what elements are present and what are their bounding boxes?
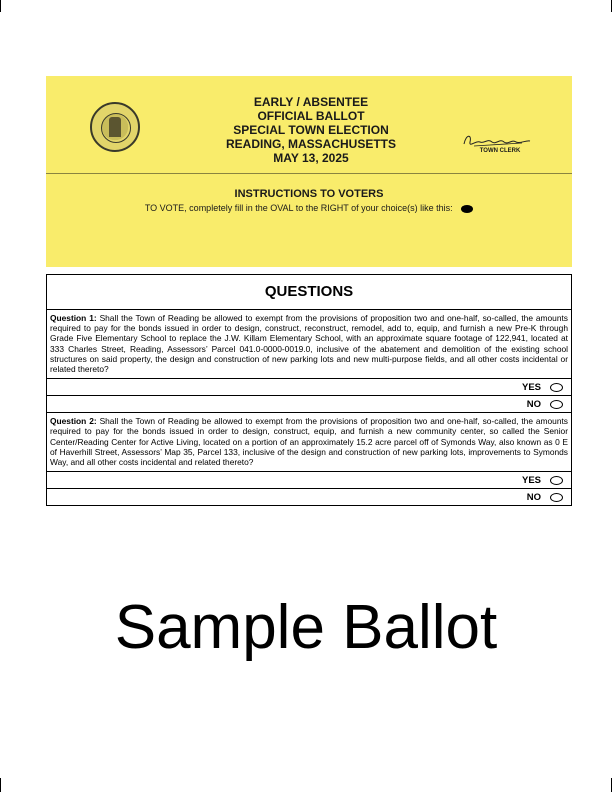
town-seal-icon [90, 102, 140, 152]
town-clerk-label: TOWN CLERK [479, 148, 521, 154]
title-line-5: MAY 13, 2025 [273, 151, 349, 165]
question-1-yes-row [47, 379, 571, 396]
header-divider [46, 173, 572, 174]
filled-oval-icon [461, 205, 473, 213]
question-1-label: Question 1: [50, 313, 97, 323]
instructions-body: TO VOTE, completely fill in the OVAL to the RIGHT of your choice(s) like this: [144, 203, 453, 213]
instructions-title: INSTRUCTIONS TO VOTERS [234, 188, 384, 200]
question-1-body: Shall the Town of Reading be allowed to exempt from the provisions of proposition two and one-half, so-called, the amounts required to pay for the bonds issued in order to design, construct, reconstruct, remodel, add to, equip, and furnish a new Pre-K through Grade Five Elementary School to replace the J.W. Killam Elementary School, with an approximate square footage of 122,941, located at 333 Charles Street, Reading, Assessors’ Parcel 041.0-0000-0019.0, inclusive of the abatement and demolition of the existing school structures on said property, the design and construction of new parking lots and new multi-purpose fields, and all other costs incidental or related thereto? [50, 313, 568, 375]
question-2-yes-oval[interactable] [550, 476, 563, 485]
question-2-no-row [47, 489, 571, 505]
question-2-text [47, 413, 571, 472]
question-2-body: Shall the Town of Reading be allowed to exempt from the provisions of proposition two and one-half, so-called, the amounts required to pay for the bonds issued in order to design, construct, equip, and furnish a new community center, so called the Senior Center/Reading Center for Active Living, located on a portion of an approximately 15.2 acre parcel off of Symonds Way, also known as 0 E of Haverhill Street, Assessors’ Map 35, Parcel 133, inclusive of the design and construction of new parking lots, improvements to Symonds Way, and all other costs incidental and related thereto? [50, 416, 568, 468]
question-1-no-oval[interactable] [550, 400, 563, 409]
crop-mark-top-left [0, 0, 1, 12]
question-2-label: Question 2: [50, 416, 97, 427]
questions-heading: QUESTIONS [47, 275, 571, 310]
question-2-yes-row [47, 472, 571, 489]
question-1-yes-label: YES [521, 382, 541, 394]
question-1-no-row [47, 396, 571, 413]
ballot-title [196, 95, 426, 165]
seal-figure [109, 117, 121, 137]
instructions-text [46, 203, 572, 213]
question-1-no-label: NO [526, 399, 541, 411]
questions-table [46, 274, 572, 506]
question-2-no-label: NO [526, 492, 541, 504]
ballot-header [46, 76, 572, 267]
question-1-yes-oval[interactable] [550, 383, 563, 392]
title-line-4: READING, MASSACHUSETTS [225, 137, 396, 151]
title-line-1: EARLY / ABSENTEE [253, 95, 369, 109]
title-line-2: OFFICIAL BALLOT [257, 109, 365, 123]
question-1-text [47, 310, 571, 379]
title-line-3: SPECIAL TOWN ELECTION [233, 123, 389, 137]
question-2-yes-label: YES [521, 475, 541, 487]
question-2-no-oval[interactable] [550, 493, 563, 502]
sample-ballot-watermark: Sample Ballot [114, 593, 498, 662]
crop-mark-bottom-left [0, 778, 1, 792]
